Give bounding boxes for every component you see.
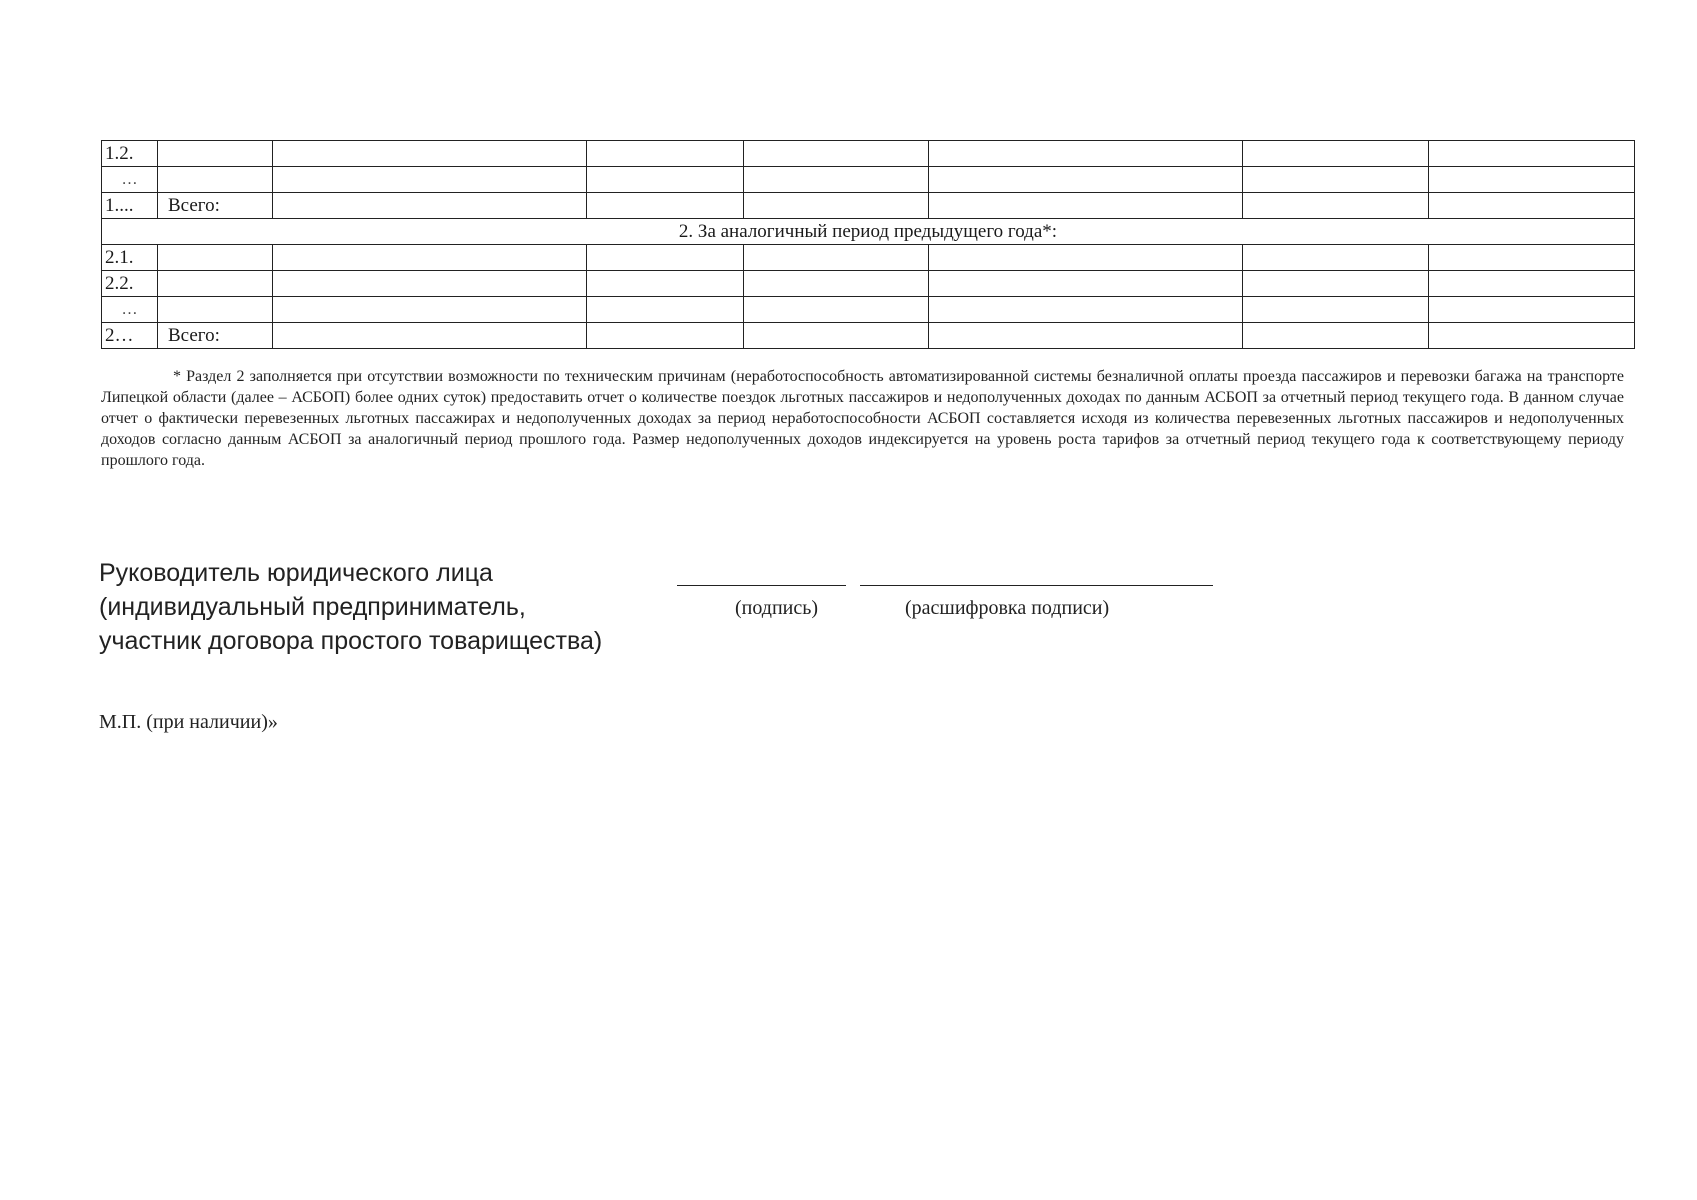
table-row [102, 271, 1635, 297]
table-cell [587, 141, 744, 167]
table-cell [1243, 297, 1429, 323]
table-section-header-row [102, 219, 1635, 245]
table-cell [273, 167, 587, 193]
table-cell [1243, 193, 1429, 219]
table-row [102, 245, 1635, 271]
table-cell [273, 297, 587, 323]
signer-title [99, 556, 699, 658]
row-label [158, 167, 273, 193]
signer-line: Руководитель юридического лица [99, 559, 493, 587]
table-row [102, 167, 1635, 193]
table-cell [587, 297, 744, 323]
table-cell [744, 297, 929, 323]
table-cell [587, 245, 744, 271]
row-number: … [102, 167, 158, 193]
table-cell [1429, 193, 1635, 219]
table-cell [273, 245, 587, 271]
row-label [158, 297, 273, 323]
table-cell [744, 167, 929, 193]
table-cell [1243, 245, 1429, 271]
table-cell [1429, 297, 1635, 323]
table-cell [273, 271, 587, 297]
table-cell [273, 323, 587, 349]
table-cell [587, 271, 744, 297]
table-cell [744, 323, 929, 349]
row-number: 1.... [102, 193, 158, 219]
signer-line: (индивидуальный предприниматель, [99, 593, 526, 621]
table-cell [929, 193, 1243, 219]
table-row-total [102, 323, 1635, 349]
table-cell [1243, 323, 1429, 349]
stamp-place-label: М.П. (при наличии)» [99, 711, 278, 733]
row-label: Всего: [158, 323, 273, 349]
row-label [158, 141, 273, 167]
table-cell [744, 141, 929, 167]
table-cell [929, 271, 1243, 297]
row-number: 2.1. [102, 245, 158, 271]
row-label: Всего: [158, 193, 273, 219]
report-table [101, 140, 1635, 349]
row-label [158, 271, 273, 297]
table-cell [587, 193, 744, 219]
footnote: * Раздел 2 заполняется при отсутствии возможности по техническим причинам (неработоспособность автоматизированной системы безналичной оплаты проезда пассажиров и перевозки багажа на транспорте Липецкой области (далее – АСБОП) более одних суток) предоставить отчет о количестве поездок льготных пассажиров и недополученных доходах по данным АСБОП за отчетный период текущего года. В данном случае отчет о фактически перевезенных льготных пассажирах и недополученных доходах за период неработоспособности АСБОП составляется исходя из количества перевезенных льготных пассажиров и недополученных доходов согласно данным АСБОП за аналогичный период прошлого года. Размер недополученных доходов индексируется на уровень роста тарифов за отчетный период текущего года к соответствующему периоду прошлого года. [101, 368, 1624, 469]
table-cell [929, 141, 1243, 167]
signer-line: участник договора простого товарищества) [99, 627, 603, 655]
table-cell [1429, 271, 1635, 297]
table-cell [744, 245, 929, 271]
table-row [102, 297, 1635, 323]
table-cell [929, 167, 1243, 193]
table-cell [1429, 245, 1635, 271]
table-cell [1429, 323, 1635, 349]
table-cell [929, 245, 1243, 271]
table-cell [1429, 167, 1635, 193]
table-cell [587, 323, 744, 349]
table-cell [1429, 141, 1635, 167]
table-cell [1243, 271, 1429, 297]
table-cell [273, 193, 587, 219]
row-number: 2… [102, 323, 158, 349]
row-number: … [102, 297, 158, 323]
table-cell [744, 193, 929, 219]
table-row-total [102, 193, 1635, 219]
row-number: 1.2. [102, 141, 158, 167]
signature-decode-line [860, 585, 1213, 586]
row-label [158, 245, 273, 271]
table-cell [1243, 141, 1429, 167]
table-cell [929, 323, 1243, 349]
table-cell [587, 167, 744, 193]
table-cell [744, 271, 929, 297]
table-cell [273, 141, 587, 167]
signature-caption: (подпись) [735, 597, 819, 619]
signature-decode-caption: (расшифровка подписи) [905, 597, 1110, 619]
table-cell [929, 297, 1243, 323]
table-cell [1243, 167, 1429, 193]
table-row [102, 141, 1635, 167]
signature-line [677, 585, 846, 586]
section-header: 2. За аналогичный период предыдущего года*: [102, 219, 1635, 245]
row-number: 2.2. [102, 271, 158, 297]
